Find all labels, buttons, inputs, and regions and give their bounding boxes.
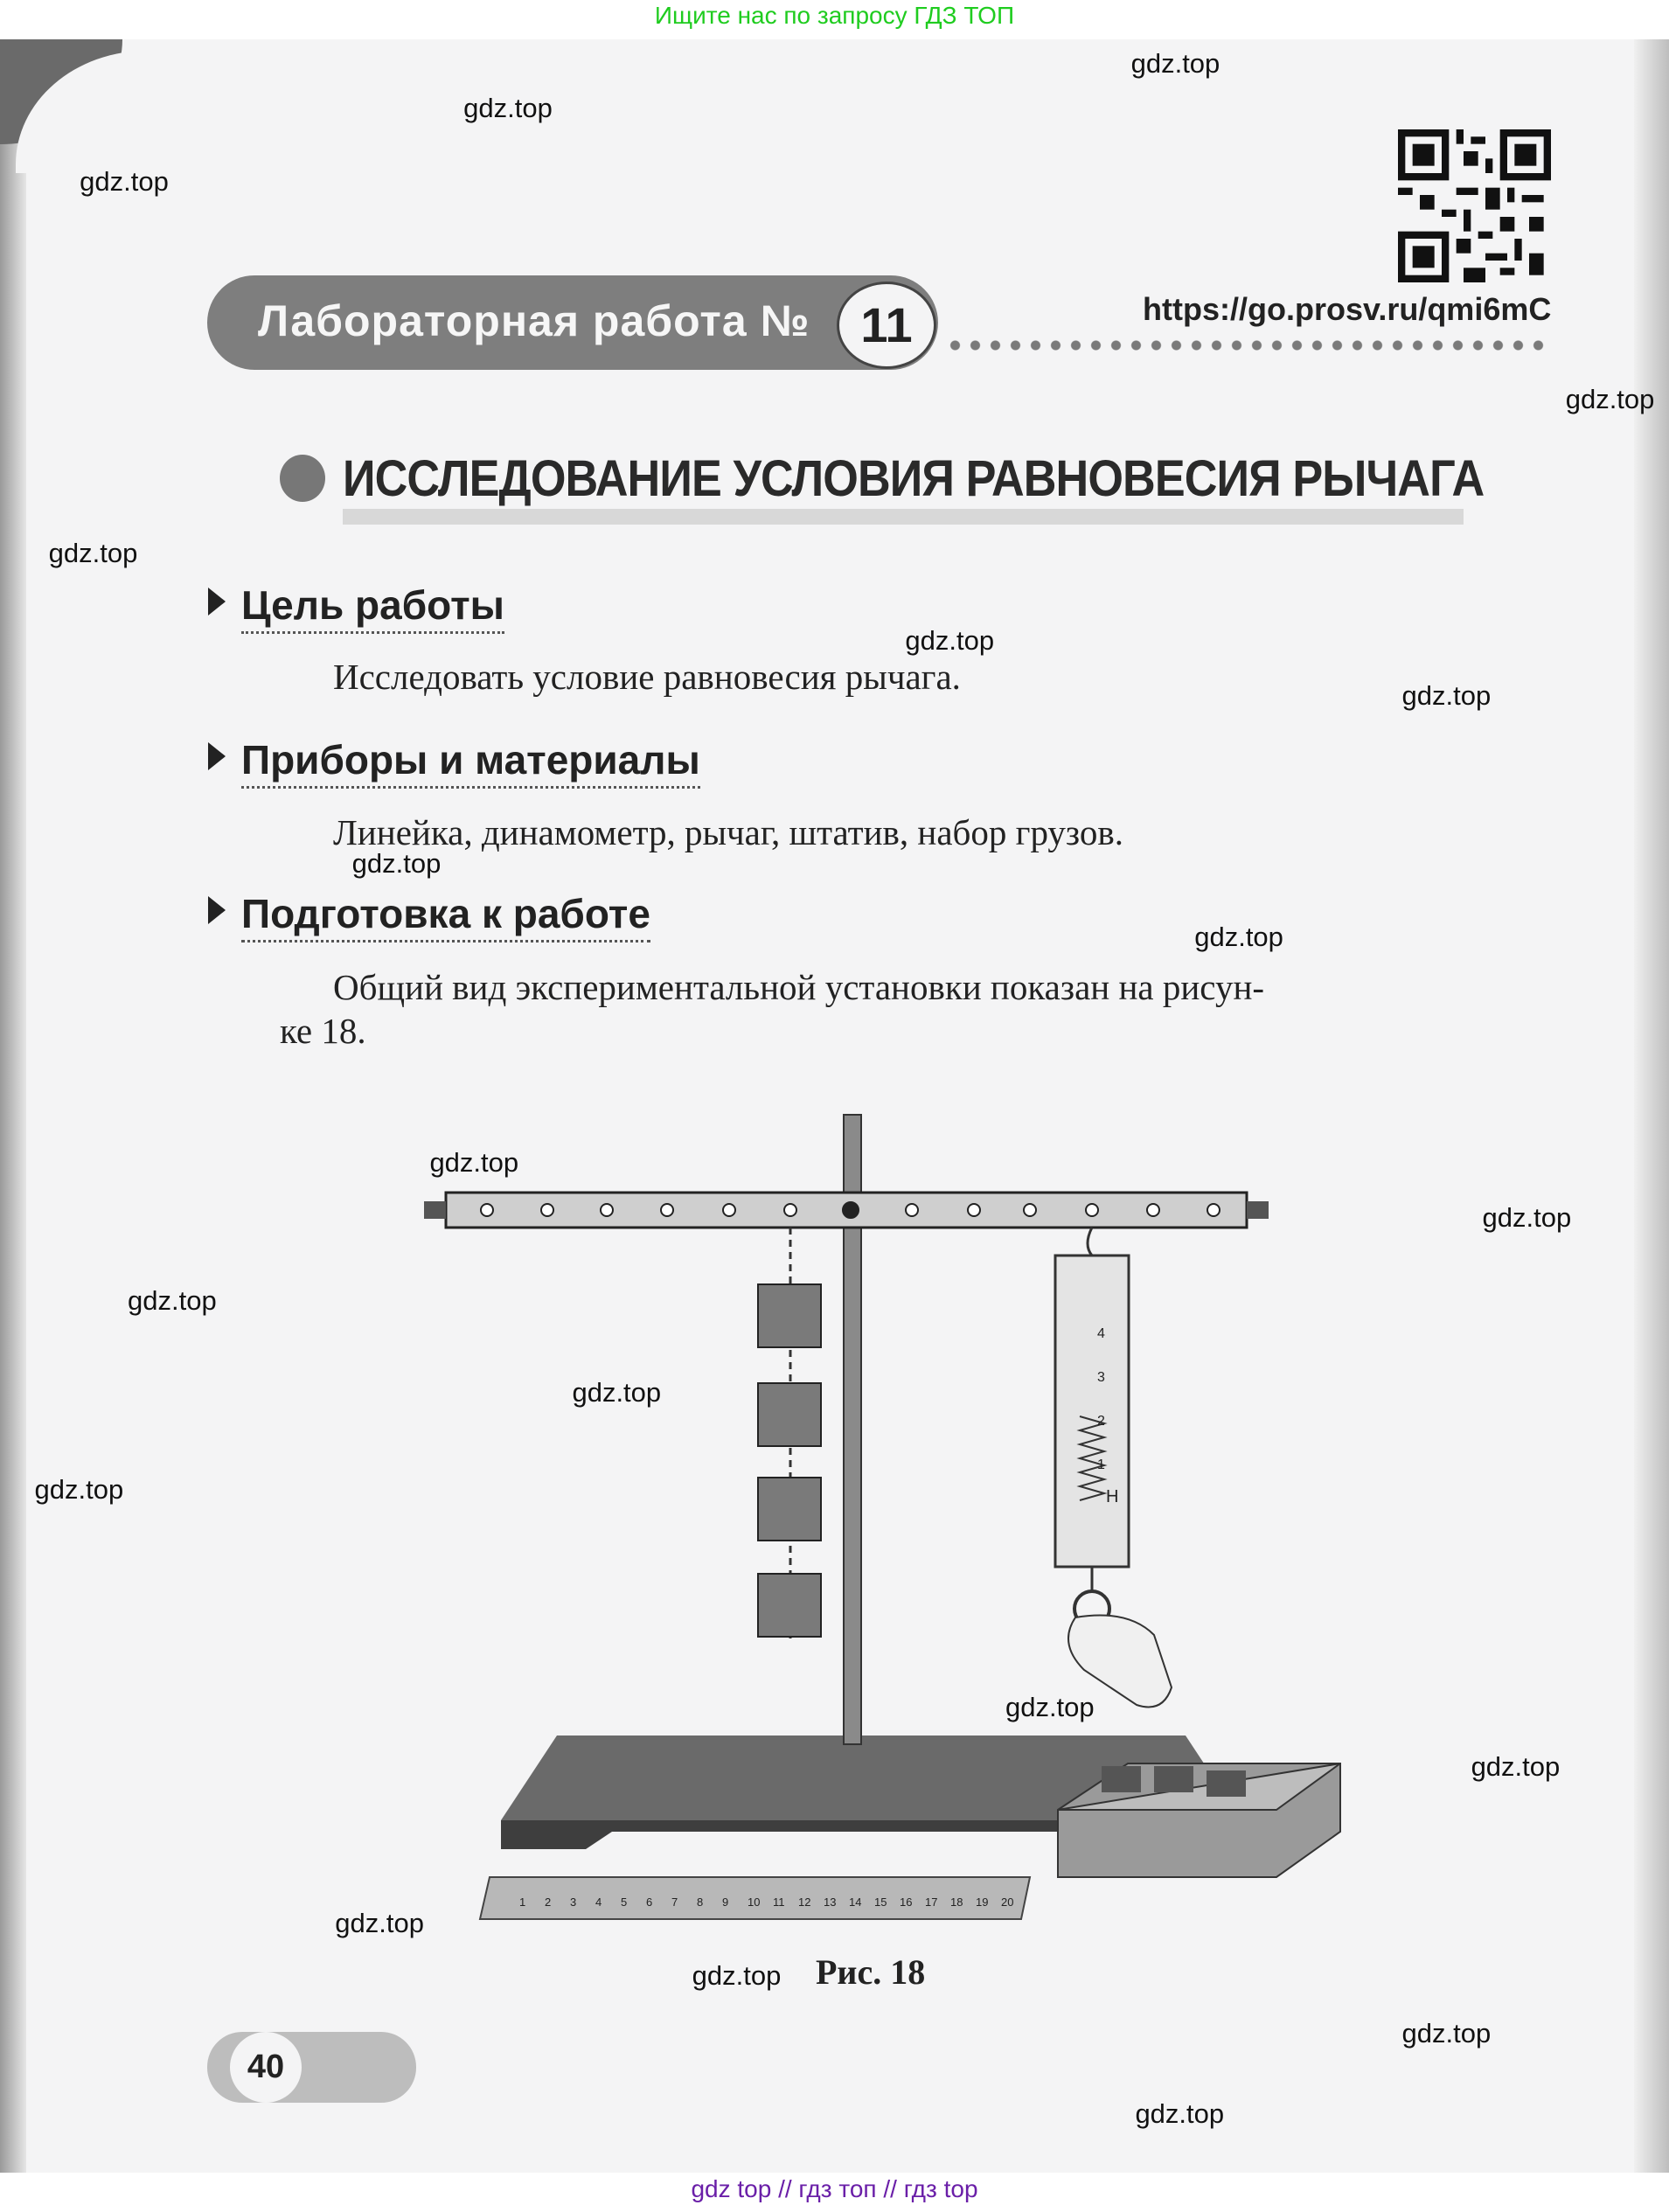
lever-hole [1024,1204,1036,1216]
ruler-tick-label: 3 [570,1896,577,1909]
dynamometer-unit: Н [1106,1487,1119,1506]
ruler-tick-label: 19 [976,1896,989,1909]
heading-label: Цель работы [241,582,504,634]
watermark: gdz.top [80,166,169,198]
ruler-tick-label: 10 [748,1896,761,1909]
ruler-tick-label: 2 [545,1896,552,1909]
ruler-tick-label: 14 [849,1896,862,1909]
lever-hole [1147,1204,1159,1216]
page-title: ИССЛЕДОВАНИЕ УСЛОВИЯ РАВНОВЕСИЯ РЫЧАГА [343,450,1485,507]
lever-hole [541,1204,553,1216]
dynamometer-tick-label: 4 [1097,1326,1105,1341]
watermark: gdz.top [692,1959,782,1991]
dynamometer-tick-label: 2 [1097,1414,1105,1429]
heading-label: Приборы и материалы [241,737,700,789]
lab-work-label: Лабораторная работа № [258,296,810,345]
lever-screw-right [1247,1201,1269,1219]
ruler-tick-label: 12 [798,1896,811,1909]
lab-work-number: 11 [837,282,936,369]
watermark: gdz.top [905,624,995,656]
goal-text: Исследовать условие равновесия рычага. [333,657,961,697]
watermark: gdz.top [1401,2017,1492,2049]
heading-label: Подготовка к работе [241,891,650,943]
resource-link[interactable]: https://go.prosv.ru/qmi6mC [1143,291,1552,327]
dynamometer-tick-label: 3 [1097,1370,1105,1385]
equipment-text: Линейка, динамометр, рычаг, штатив, набор грузов. [333,812,1123,852]
watermark: gdz.top [1130,47,1220,79]
watermark: gdz.top [1135,2097,1225,2129]
watermark: gdz.top [335,1907,425,1938]
lever-screw-left [424,1201,446,1219]
ruler-tick-label: 20 [1001,1896,1014,1909]
lever-hole [1086,1204,1098,1216]
ruler-tick-label: 15 [874,1896,887,1909]
bottom-banner[interactable]: gdz top // гдз топ // гдз top [691,2175,978,2202]
watermark: gdz.top [1471,1750,1561,1782]
ruler-tick-label: 8 [697,1896,704,1909]
ruler-tick-label: 5 [621,1896,628,1909]
watermark: gdz.top [34,1474,124,1506]
weight-cube [758,1284,821,1347]
lever-hole [1207,1204,1220,1216]
weight-cube [758,1574,821,1637]
watermark: gdz.top [1401,679,1492,711]
dynamometer-tick-label: 1 [1097,1457,1105,1472]
figure-caption: Рис. 18 [816,1952,926,1992]
watermark: gdz.top [572,1377,662,1409]
ruler-tick-label: 16 [900,1896,913,1909]
watermark: gdz.top [429,1146,519,1178]
lever-hole [906,1204,918,1216]
ruler-tick-label: 9 [722,1896,729,1909]
top-banner[interactable]: Ищите нас по запросу ГДЗ ТОП [654,2,1015,29]
lever-hole [843,1202,859,1218]
watermark: gdz.top [463,93,553,124]
ruler-tick-label: 11 [773,1896,785,1909]
ruler-tick-label: 18 [950,1896,963,1909]
weight-cube [758,1478,821,1541]
watermark: gdz.top [1482,1201,1572,1233]
weight-cube [758,1383,821,1446]
ruler-tick-label: 1 [519,1896,526,1909]
lever-hole [784,1204,796,1216]
watermark: gdz.top [1005,1691,1095,1722]
watermark: gdz.top [128,1285,217,1317]
ruler-tick-label: 17 [925,1896,938,1909]
watermark: gdz.top [351,847,442,879]
lever-hole [601,1204,613,1216]
ruler-tick-label: 4 [595,1896,602,1909]
watermark: gdz.top [1565,383,1655,414]
lever-hole [968,1204,980,1216]
lever-hole [723,1204,735,1216]
preparation-text: Общий вид экспериментальной установки показан на рисун- [333,967,1265,1007]
watermark: gdz.top [1194,921,1283,952]
page-number: 40 [230,2032,302,2103]
dynamometer [1055,1256,1129,1567]
ruler-tick-label: 13 [824,1896,837,1909]
lever-hole [481,1204,493,1216]
lever-hole [661,1204,673,1216]
watermark: gdz.top [48,537,138,568]
ruler-tick-label: 7 [671,1896,678,1909]
preparation-text-cont: ке 18. [280,1011,366,1051]
ruler-tick-label: 6 [646,1896,653,1909]
